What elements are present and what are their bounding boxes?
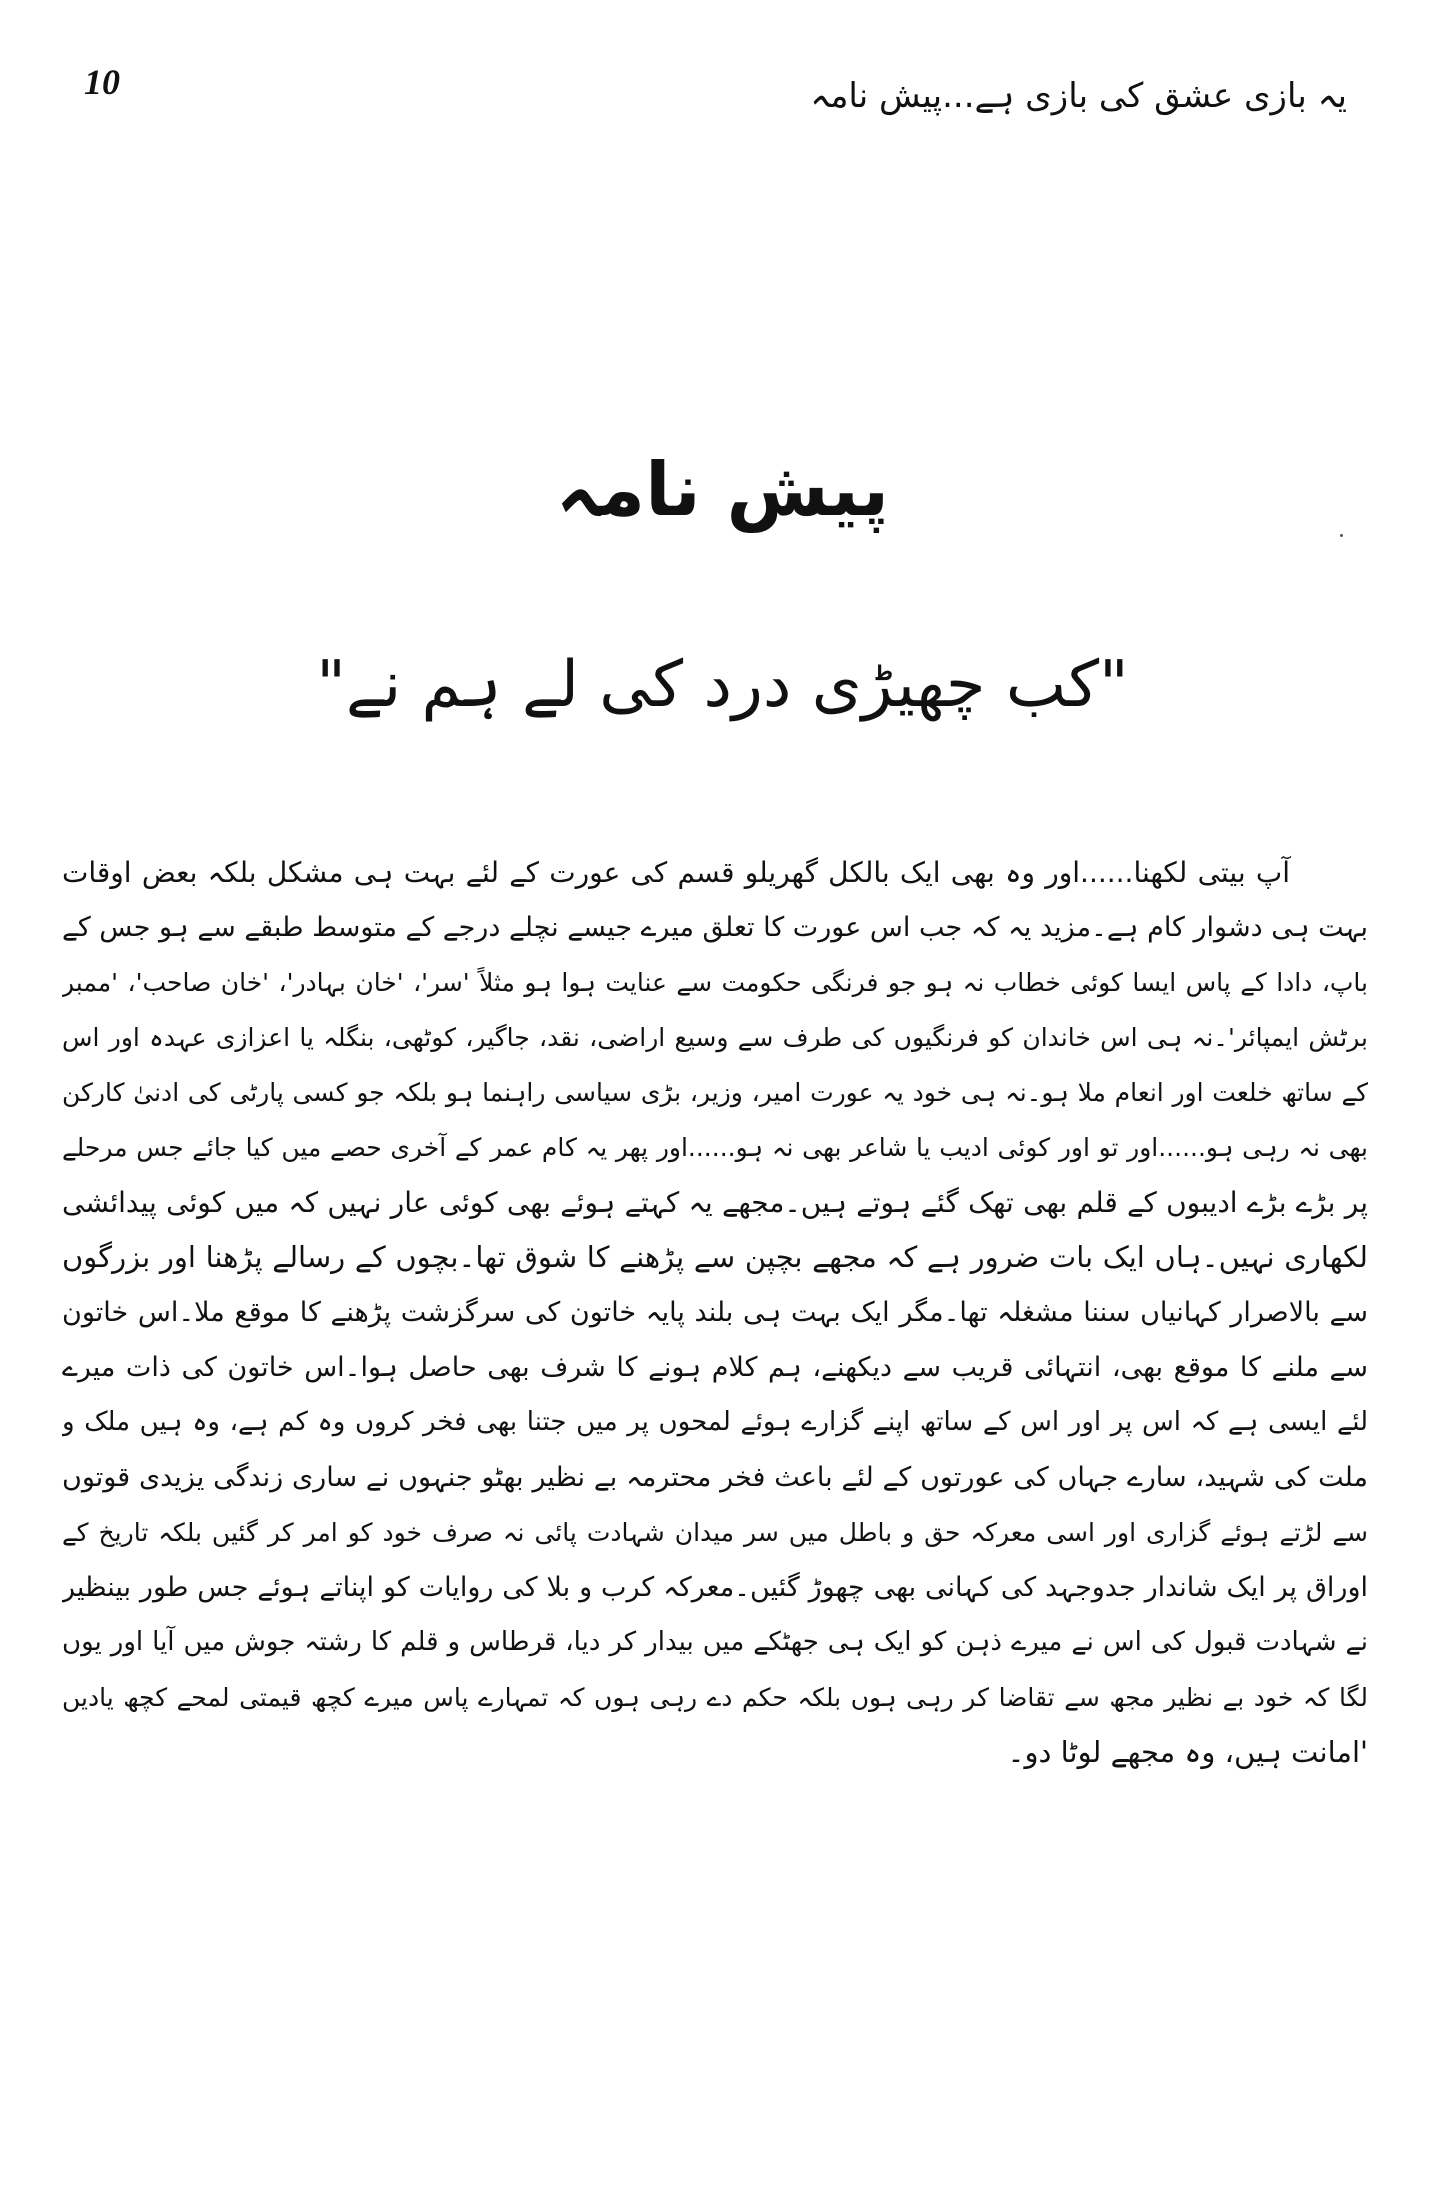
chapter-subtitle: "کب چھیڑی درد کی لے ہم نے" xyxy=(316,648,1129,722)
text-line: اوراق پر ایک شاندار جدوجہد کی کہانی بھی چھوڑ گئیں۔معرکہ کرب و بلا کی روایات کو اپناتے ہوئے جس طور بینظیر xyxy=(62,1572,1368,1603)
body-text xyxy=(62,845,1368,1780)
text-line: لئے ایسی ہے کہ اس پر اور اس کے ساتھ اپنے گزارے ہوئے لمحوں پر میں جتنا بھی فخر کروں وہ کم ہے، وہ ہیں ملک و xyxy=(62,1407,1368,1437)
text-line: کے ساتھ خلعت اور انعام ملا ہو۔نہ ہی خود یہ عورت امیر، وزیر، بڑی سیاسی راہنما ہو بلکہ جو کسی پارٹی کی ادنیٰ کارکن xyxy=(62,1078,1368,1107)
text-line: 'امانت ہیں، وہ مجھے لوٹا دو۔ xyxy=(1007,1735,1368,1769)
text-line: سے بالاصرار کہانیاں سننا مشغلہ تھا۔مگر ایک بہت ہی بلند پایہ خاتون کی سرگزشت پڑھنے کا موقع ملا۔اس خاتون xyxy=(62,1297,1368,1328)
text-line: لگا کہ خود بے نظیر مجھ سے تقاضا کر رہی ہوں بلکہ حکم دے رہی ہوں کہ تمہارے پاس میرے کچھ قیمتی لمحے کچھ یادیں xyxy=(62,1683,1368,1712)
chapter-title: پیش نامہ xyxy=(555,447,890,533)
text-line: پر بڑے بڑے ادیبوں کے قلم بھی تھک گئے ہوتے ہیں۔مجھے یہ کہتے ہوئے بھی کوئی عار نہیں کہ میں کوئی پیدائشی xyxy=(62,1186,1368,1219)
text-line: سے ملنے کا موقع بھی، انتہائی قریب سے دیکھنے، ہم کلام ہونے کا شرف بھی حاصل ہوا۔اس خاتون کی ذات میرے xyxy=(62,1352,1368,1383)
running-header: یہ بازی عشق کی بازی ہے...پیش نامہ xyxy=(810,76,1347,116)
text-line: لکھاری نہیں۔ہاں ایک بات ضرور ہے کہ مجھے بچپن سے پڑھنے کا شوق تھا۔بچوں کے رسالے پڑھنا اور بزرگوں xyxy=(62,1240,1368,1274)
text-line: بھی نہ رہی ہو......اور تو اور کوئی ادیب یا شاعر بھی نہ ہو......اور پھر یہ کام عمر کے آخری حصے میں کیا جائے جس مرحلے xyxy=(62,1133,1368,1162)
text-line: برٹش ایمپائر'۔نہ ہی اس خاندان کو فرنگیوں کی طرف سے وسیع اراضی، نقد، جاگیر، کوٹھی، بنگلہ یا اعزازی عہدہ اور اس xyxy=(62,1023,1368,1052)
text-line: نے شہادت قبول کی اس نے میرے ذہن کو ایک ہی جھٹکے میں بیدار کر دیا، قرطاس و قلم کا رشتہ جوش میں آیا اور یوں xyxy=(62,1627,1368,1657)
page-number: 10 xyxy=(84,62,120,102)
text-line: آپ بیتی لکھنا......اور وہ بھی ایک بالکل گھریلو قسم کی عورت کے لئے بہت ہی مشکل بلکہ بعض اوقات xyxy=(62,856,1290,889)
text-line: بہت ہی دشوار کام ہے۔مزید یہ کہ جب اس عورت کا تعلق میرے جیسے نچلے درجے کے متوسط طبقے سے ہو جس کے xyxy=(62,912,1368,943)
text-line: سے لڑتے ہوئے گزاری اور اسی معرکہ حق و باطل میں سر میدان شہادت پائی نہ صرف خود کو امر کر گئیں بلکہ تاریخ کے xyxy=(62,1518,1368,1547)
text-line: باپ، دادا کے پاس ایسا کوئی خطاب نہ ہو جو فرنگی حکومت سے عنایت ہوا ہو مثلاً 'سر'، 'خان بہادر'، 'خان صاحب'، 'ممبر xyxy=(62,968,1368,997)
text-line: ملت کی شہید، سارے جہاں کی عورتوں کے لئے باعث فخر محترمہ بے نظیر بھٹو جنہوں نے ساری زندگی یزیدی قوتوں xyxy=(62,1462,1368,1493)
